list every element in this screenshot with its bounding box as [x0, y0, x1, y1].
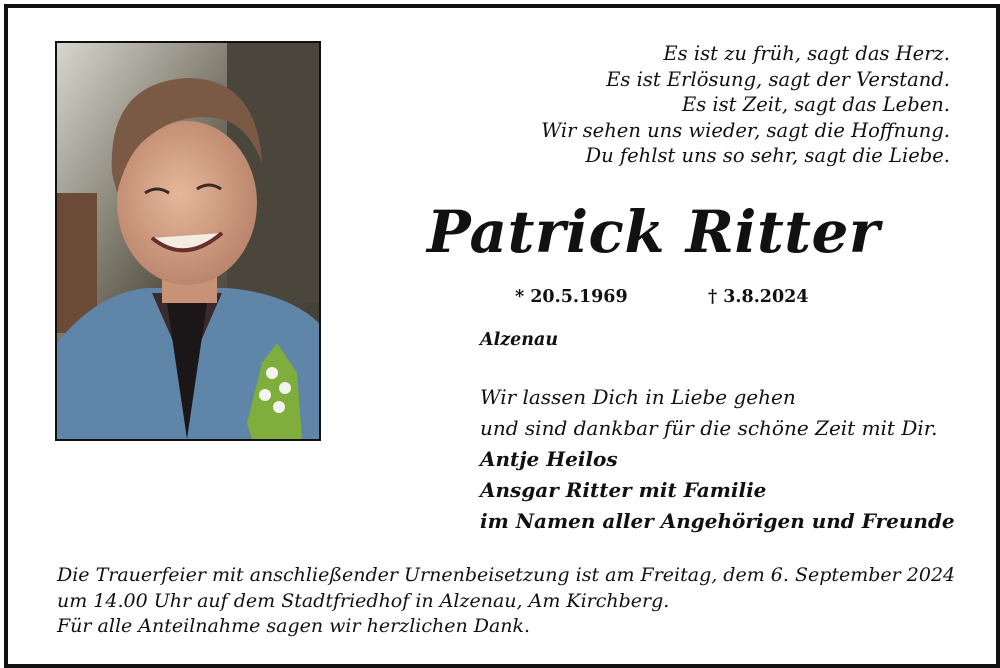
poem — [541, 41, 950, 169]
footer-line: um 14.00 Uhr auf dem Stadtfriedhof in Alzenau, Am Kirchberg. — [57, 589, 670, 612]
birth-date: * 20.5.1969 — [515, 287, 628, 307]
place-name: Alzenau — [480, 330, 559, 350]
portrait-illustration — [57, 43, 319, 439]
mourner-name: Antje Heilos — [480, 447, 618, 471]
death-date: † 3.8.2024 — [708, 287, 809, 307]
poem-line: Es ist Zeit, sagt das Leben. — [681, 93, 950, 116]
poem-line: Es ist zu früh, sagt das Herz. — [663, 42, 950, 65]
message-line: und sind dankbar für die schöne Zeit mit Dir. — [480, 416, 938, 440]
funeral-notice — [57, 563, 955, 640]
deceased-name: Patrick Ritter — [427, 198, 880, 266]
poem-line: Es ist Erlösung, sagt der Verstand. — [606, 67, 950, 91]
poem-line: Wir sehen uns wieder, sagt die Hoffnung. — [541, 118, 950, 142]
mourner-name: im Namen aller Angehörigen und Freunde — [480, 509, 955, 533]
poem-line: Du fehlst uns so sehr, sagt die Liebe. — [585, 144, 950, 167]
portrait-photo — [55, 41, 321, 441]
footer-line: Für alle Anteilnahme sagen wir herzlichen Dank. — [57, 615, 531, 637]
mourner-name: Ansgar Ritter mit Familie — [480, 478, 767, 502]
farewell-message — [480, 382, 955, 537]
message-line: Wir lassen Dich in Liebe gehen — [480, 385, 796, 409]
footer-line: Die Trauerfeier mit anschließender Urnenbeisetzung ist am Freitag, dem 6. September 2024 — [57, 564, 956, 586]
